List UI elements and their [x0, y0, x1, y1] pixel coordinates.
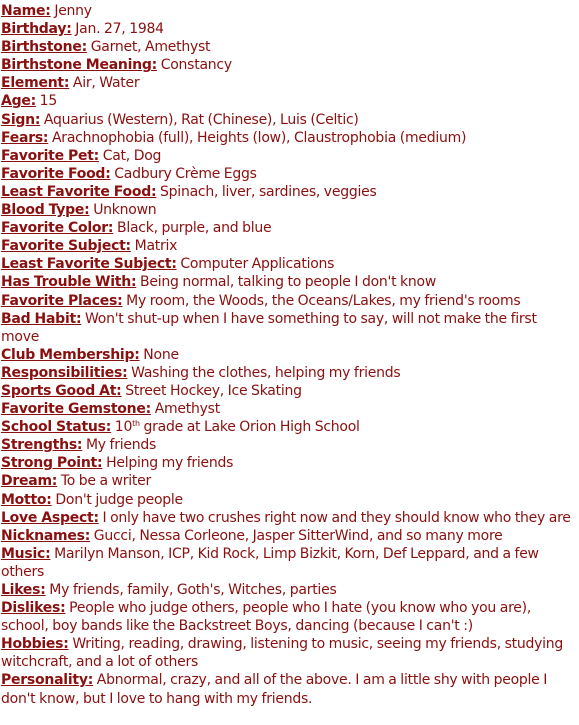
field-value: Matrix [134, 238, 178, 255]
field-value: My friends [85, 437, 157, 454]
field-label: Favorite Color: [1, 220, 114, 237]
field-label: Club Membership: [1, 346, 140, 363]
field-value: Writing, reading, drawing, listening to music, seeing my friends, studying witchcraft, and a lot of others [1, 636, 564, 671]
field-label: Hobbies: [1, 636, 69, 653]
profile-row [1, 183, 576, 201]
field-value: Washing the clothes, helping my friends [131, 364, 401, 381]
field-value: Aquarius (Western), Rat (Chinese), Luis (Celtic) [43, 111, 359, 128]
field-value: Jan. 27, 1984 [75, 21, 164, 38]
field-value: Jenny [54, 3, 92, 19]
profile-row [1, 545, 576, 581]
profile-row [1, 310, 576, 346]
field-value-continued: grade at Lake Orion High School [143, 419, 360, 436]
field-value: My friends, family, Goth's, Witches, parties [49, 582, 337, 598]
profile-row [1, 74, 576, 92]
field-value: 15 [39, 93, 57, 110]
field-label: Bad Habit: [1, 310, 82, 327]
field-label: Dream: [1, 473, 58, 490]
field-label: Likes: [1, 582, 46, 598]
field-label: Least Favorite Food: [1, 183, 157, 200]
field-value: Marilyn Manson, ICP, Kid Rock, Limp Bizkit, Korn, Def Leppard, and a few others [1, 545, 539, 580]
field-label: Favorite Places: [1, 292, 123, 309]
ordinal-suffix: th [132, 419, 140, 429]
field-value: Won't shut-up when I have something to say, will not make the first move [1, 310, 537, 345]
field-value: Air, Water [72, 75, 140, 92]
field-value: Spinach, liver, sardines, veggies [160, 183, 377, 200]
profile-row [1, 237, 576, 255]
field-label: Age: [1, 93, 36, 110]
field-value: Computer Applications [180, 256, 335, 273]
field-value: Garnet, Amethyst [90, 39, 211, 56]
field-value: Cat, Dog [102, 147, 162, 164]
field-label: Sports Good At: [1, 382, 122, 399]
field-value: Unknown [93, 202, 157, 219]
profile-row [1, 364, 576, 382]
profile-row [1, 382, 576, 400]
profile-row [1, 400, 576, 418]
profile-row [1, 20, 576, 38]
field-value: My room, the Woods, the Oceans/Lakes, my friend's rooms [126, 292, 521, 309]
field-value: Cadbury Crème Eggs [114, 165, 257, 182]
profile-row [1, 472, 576, 490]
profile-row [1, 111, 576, 129]
field-label: Sign: [1, 111, 41, 128]
profile-row [1, 671, 576, 707]
field-value: 10 [114, 419, 133, 436]
field-value: Amethyst [154, 401, 220, 418]
field-label: Strong Point: [1, 455, 103, 472]
profile-row [1, 599, 576, 635]
profile-row [1, 129, 576, 147]
field-value: People who judge others, people who I hate (you know who you are), school, boy bands like the Backstreet Boys, dancing (because I can't :) [1, 600, 532, 635]
field-label: Strengths: [1, 437, 83, 454]
profile-row [1, 418, 576, 436]
field-value: Street Hockey, Ice Skating [125, 382, 302, 399]
profile-row [1, 165, 576, 183]
field-value: Abnormal, crazy, and all of the above. I am a little shy with people I don't know, but I love to hang with my friends. [1, 672, 548, 707]
field-label: Love Aspect: [1, 509, 99, 526]
field-value: Arachnophobia (full), Heights (low), Claustrophobia (medium) [51, 129, 467, 146]
profile-row [1, 635, 576, 671]
profile-row [1, 292, 576, 310]
profile-row [1, 581, 576, 599]
profile-row [1, 38, 576, 56]
field-label: Dislikes: [1, 600, 66, 617]
field-label: Fears: [1, 129, 49, 146]
field-label: Birthstone: [1, 39, 87, 56]
field-label: Birthday: [1, 21, 72, 38]
field-label: Nicknames: [1, 527, 91, 544]
field-label: Responsibilities: [1, 364, 128, 381]
field-label: Element: [1, 75, 70, 92]
profile-row [1, 219, 576, 237]
field-value: Don't judge people [55, 491, 183, 508]
field-label: Blood Type: [1, 202, 90, 219]
profile-row [1, 2, 576, 20]
profile-row [1, 273, 576, 291]
field-label: Name: [1, 3, 51, 19]
field-label: School Status: [1, 419, 112, 436]
field-label: Least Favorite Subject: [1, 256, 177, 273]
profile-row [1, 56, 576, 74]
field-value: Helping my friends [106, 455, 234, 472]
field-label: Motto: [1, 491, 52, 508]
profile-row [1, 491, 576, 509]
field-label: Birthstone Meaning: [1, 57, 157, 74]
profile-row [1, 92, 576, 110]
field-label: Has Trouble With: [1, 274, 137, 291]
field-label: Favorite Gemstone: [1, 401, 151, 418]
profile-row [1, 527, 576, 545]
field-label: Music: [1, 545, 51, 562]
field-value: To be a writer [60, 473, 151, 490]
profile-row [1, 201, 576, 219]
field-label: Favorite Subject: [1, 238, 131, 255]
profile-row [1, 147, 576, 165]
field-value: Black, purple, and blue [116, 220, 272, 237]
field-label: Favorite Food: [1, 165, 111, 182]
field-value: I only have two crushes right now and they should know who they are [102, 509, 571, 526]
field-value: Gucci, Nessa Corleone, Jasper SitterWind, and so many more [93, 527, 503, 544]
profile-row [1, 255, 576, 273]
profile-row [1, 436, 576, 454]
field-value: Being normal, talking to people I don't know [140, 274, 437, 291]
field-label: Personality: [1, 672, 94, 689]
profile-row [1, 346, 576, 364]
field-value: None [143, 346, 179, 363]
field-label: Favorite Pet: [1, 147, 99, 164]
field-value: Constancy [160, 57, 232, 74]
profile-row [1, 509, 576, 527]
profile-row [1, 454, 576, 472]
